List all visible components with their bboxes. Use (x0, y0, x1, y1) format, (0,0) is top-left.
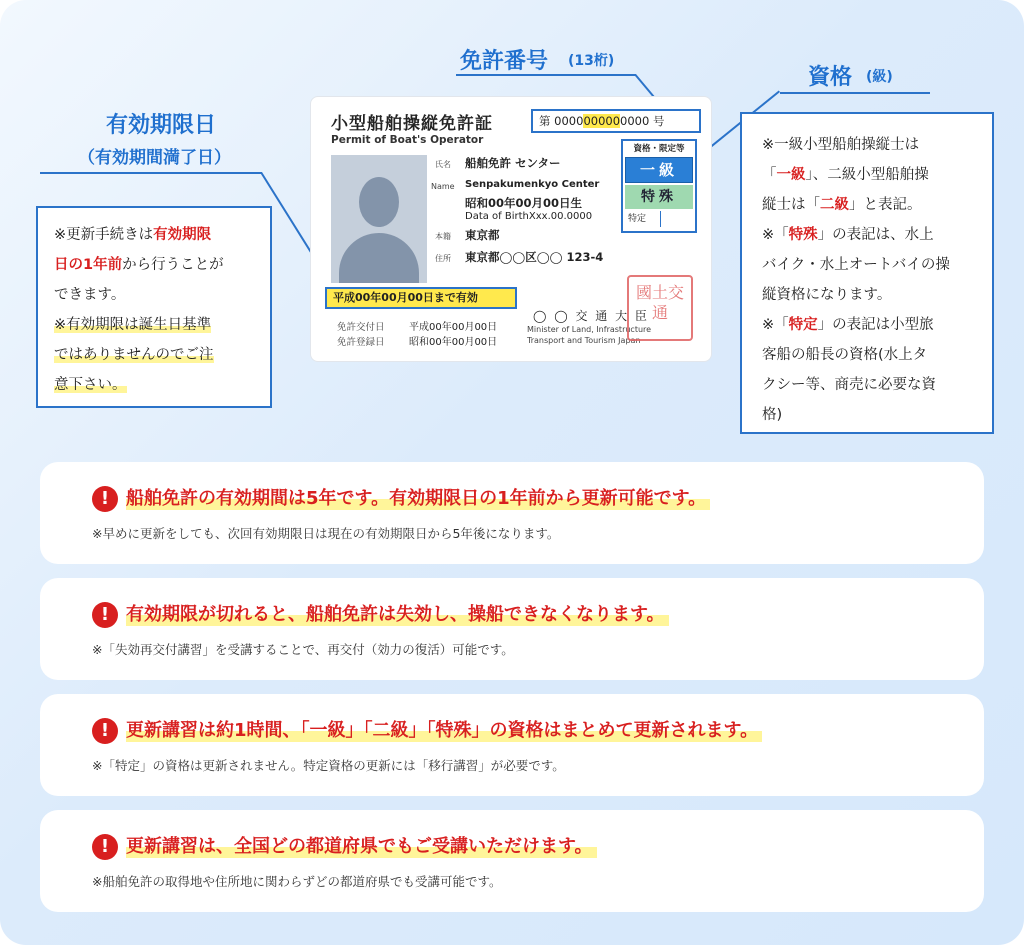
registration-value: 昭和00年00月00日 (409, 337, 498, 348)
official-seal: 國土交通 (627, 275, 693, 341)
qualification-grade: (級) (866, 69, 893, 85)
notice-detail: ※「特定」の資格は更新されません。特定資格の更新には「移行講習」が必要です。 (92, 758, 565, 773)
qual-tokushu: 特殊 (625, 185, 693, 209)
alert-icon: ! (92, 602, 118, 628)
notice-detail: ※船舶免許の取得地や住所地に関わらずどの都道府県でも受講可能です。 (92, 874, 502, 889)
qualification-note-box: ※一級小型船舶操縦士は 「一級」、二級小型船舶操 縦士は「二級」と表記。 ※「特殊」の表記は、水上 バイク・水上オートバイの操 縦資格になります。 ※「特定」の表記は小型旅 客船の船長の資格(水上タ クシー等、商売に必要な資 格) (740, 112, 994, 434)
domicile-label: 本籍 (435, 232, 451, 241)
domicile-value: 東京都 (465, 228, 500, 242)
name-value: 船舶免許 センター (465, 156, 561, 170)
issue-value: 平成00年00月00日 (409, 322, 498, 333)
address-value: 東京都◯◯区◯◯ 123-4 (465, 250, 604, 264)
notice-heading: 船舶免許の有効期間は5年です。有効期限日の1年前から更新可能です。 (126, 484, 710, 510)
card-subtitle: Permit of Boat's Operator (331, 134, 484, 146)
issue-label: 免許交付日 (337, 322, 385, 333)
notice-nationwide (40, 810, 984, 912)
qual-ikkyu: 一級 (625, 157, 693, 183)
alert-icon: ! (92, 486, 118, 512)
license-number: 第 0000000000000 号 (531, 109, 701, 133)
notice-heading: 更新講習は、全国どの都道府県でもご受講いただけます。 (126, 832, 597, 858)
ministry-name: ◯ ◯ 交 通 大 臣 (533, 309, 649, 323)
address-label: 住所 (435, 254, 451, 263)
number-underline (456, 74, 636, 76)
notice-renewal-course (40, 694, 984, 796)
card-title: 小型船舶操縦免許証 (331, 114, 493, 134)
ministry-en-2: Transport and Tourism Japan (527, 336, 641, 345)
qualification-panel: 資格・限定等 一級 特殊 特定 (621, 139, 697, 233)
notice-detail: ※「失効再交付講習」を受講することで、再交付（効力の復活）可能です。 (92, 642, 514, 657)
qualification-title: 資格 (808, 65, 853, 90)
birth-value: 昭和00年00月00日生 (465, 196, 583, 210)
qual-underline (780, 92, 930, 94)
birth-en: Data of BirthXxx.00.0000 (465, 211, 593, 222)
alert-icon: ! (92, 718, 118, 744)
number-title: 免許番号 (460, 49, 549, 74)
notice-detail: ※早めに更新をしても、次回有効期限日は現在の有効期限日から5年後になります。 (92, 526, 560, 541)
ministry-en-1: Minister of Land, Infrastructure (527, 325, 652, 334)
expiry-underline (40, 172, 262, 174)
expiry-title: 有効期限日 (106, 113, 217, 138)
expiry-date: 平成00年00月00日まで有効 (325, 287, 517, 309)
notice-heading: 更新講習は約1時間、「一級」「二級」「特殊」の資格はまとめて更新されます。 (126, 716, 762, 742)
alert-icon: ! (92, 834, 118, 860)
portrait-photo (331, 155, 427, 283)
notice-heading: 有効期限が切れると、船舶免許は失効し、操船できなくなります。 (126, 600, 669, 626)
qual-tokutei: 特定 (625, 211, 693, 227)
name-en-label: Name (431, 182, 455, 191)
name-label: 氏名 (435, 160, 451, 169)
expiry-note-box: ※更新手続きは有効期限 日の1年前から行うことが できます。 ※有効期限は誕生日基準 ではありませんのでご注 意下さい。 (36, 206, 272, 408)
name-en-value: Senpakumenkyo Center (465, 179, 600, 190)
license-card (310, 96, 712, 362)
expiry-subtitle: （有効期間満了日） (78, 148, 231, 168)
notice-validity (40, 462, 984, 564)
notice-expiry (40, 578, 984, 680)
number-digits: (13桁) (568, 53, 615, 69)
registration-label: 免許登録日 (337, 337, 385, 348)
